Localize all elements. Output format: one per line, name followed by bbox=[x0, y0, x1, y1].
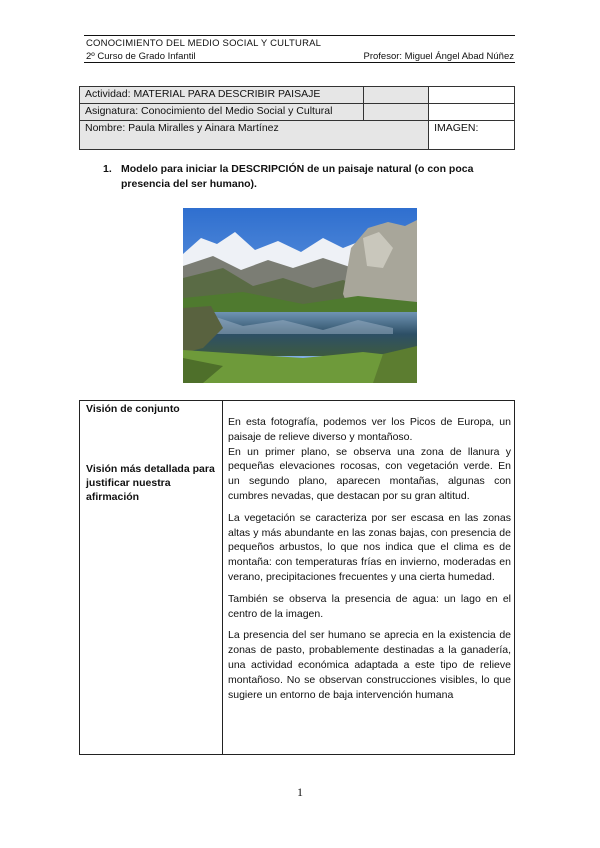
header-bottom-rule bbox=[84, 62, 515, 63]
paragraph: En esta fotografía, podemos ver los Picos de Europa, un paisaje de relieve diverso y montañoso. bbox=[228, 416, 511, 443]
description-text bbox=[228, 415, 511, 709]
info-table bbox=[79, 86, 515, 150]
paragraph: También se observa la presencia de agua: un lago en el centro de la imagen. bbox=[228, 592, 511, 620]
mountain-lake-landscape-icon bbox=[183, 208, 417, 383]
page-number: 1 bbox=[297, 785, 303, 799]
paragraph: La presencia del ser humano se aprecia en la existencia de zonas de pasto, probablemente destinadas a la ganadería, una actividad económica adaptada a este tipo de relieve montañoso. No se observan construcciones visibles, lo que sugiere un entorno de baja intervención humana bbox=[228, 629, 511, 701]
imagen-cell: IMAGEN: bbox=[429, 121, 515, 150]
description-table bbox=[79, 400, 515, 755]
actividad-cell: Actividad: MATERIAL PARA DESCRIBIR PAISAJE bbox=[80, 87, 364, 104]
empty-cell bbox=[364, 104, 429, 121]
header-top-rule bbox=[84, 35, 515, 36]
asignatura-cell: Asignatura: Conocimiento del Medio Social y Cultural bbox=[80, 104, 364, 121]
paragraph: En un primer plano, se observa una zona de llanura y pequeñas elevaciones rocosas, con vegetación verde. En un segundo plano, aparecen montañas, algunas con cumbres nevadas, que destacan por su gran altitud. bbox=[228, 445, 511, 502]
label-vision-detallada: Visión más detallada para justificar nuestra afirmación bbox=[86, 463, 215, 503]
section-title: Modelo para iniciar la DESCRIPCIÓN de un paisaje natural (o con poca presencia del ser humano). bbox=[121, 163, 474, 190]
nombre-cell: Nombre: Paula Miralles y Ainara Martínez bbox=[80, 121, 429, 150]
column-divider bbox=[222, 401, 223, 754]
paragraph: La vegetación se caracteriza por ser escasa en las zonas altas y más abundante en las zonas bajas, con presencia de pequeños arbustos, lo que nos indica que el clima es de montaña: con temperaturas frías en invierno, moderadas en verano, precipitaciones frecuentes y una cierta humedad. bbox=[228, 511, 511, 583]
section-number: 1. bbox=[103, 163, 112, 175]
empty-cell bbox=[429, 87, 515, 104]
empty-cell bbox=[429, 104, 515, 121]
header-title: CONOCIMIENTO DEL MEDIO SOCIAL Y CULTURAL bbox=[86, 38, 322, 49]
header-professor: Profesor: Miguel Ángel Abad Núñez bbox=[363, 51, 514, 62]
empty-cell bbox=[364, 87, 429, 104]
label-vision-conjunto: Visión de conjunto bbox=[86, 403, 180, 415]
header-course: 2º Curso de Grado Infantil bbox=[86, 51, 196, 62]
